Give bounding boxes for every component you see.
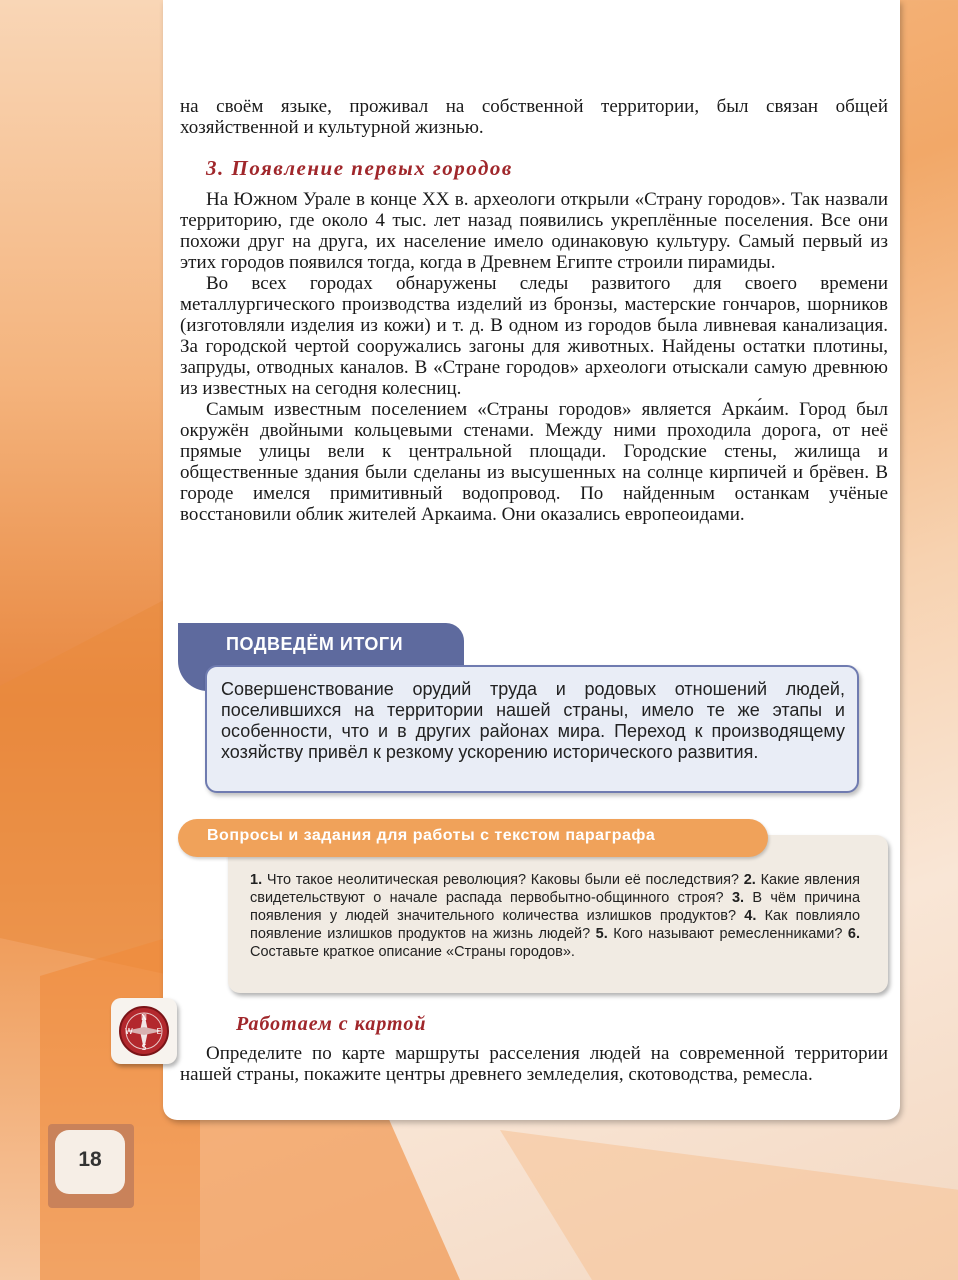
- question-number: 3.: [731, 890, 745, 906]
- intro-text: [180, 96, 888, 138]
- compass-letter: N: [141, 1013, 147, 1022]
- background-shape: [500, 1130, 958, 1280]
- question-number: 5.: [595, 926, 608, 942]
- questions-title: Вопросы и задания для работы с текстом параграфа: [207, 827, 656, 844]
- section-heading: 3. Появление первых городов: [206, 156, 513, 180]
- question-number: 1.: [250, 872, 263, 888]
- questions-list: [250, 871, 860, 961]
- summary-text: Совершенствование орудий труда и родовых отношений людей, поселившихся на территории нашей страны, имело те же этапы и особенности, что и в других районах мира. Переход к производящему хозяйству привёл к резкому ускорению исторического развития.: [221, 679, 845, 762]
- question-text: Какие явления свидетельствуют о начале распада первобытно-общинного строя?: [250, 872, 861, 906]
- question-number: 2.: [743, 872, 756, 888]
- map-task-heading: Работаем с картой: [236, 1013, 427, 1035]
- map-task-paragraph: Определите по карте маршруты расселения людей на современной территории нашей страны, покажите центры древнего земледелия, скотоводства, ремесла.: [180, 1043, 888, 1085]
- section-paragraph: На Южном Урале в конце XX в. археологи открыли «Страну городов». Так назвали территорию, где около 4 тыс. лет назад появились укреплённые поселения. Все они похожи друг на друга, их население имело одинаковую культуру. Самый первый из этих городов появился тогда, когда в Древнем Египте строили пирамиды.: [180, 189, 888, 273]
- compass-letter: W: [125, 1027, 133, 1036]
- question-text: Составьте краткое описание «Страны городов».: [250, 944, 575, 960]
- compass-icon: [111, 998, 177, 1064]
- question-text: В чём причина появления у людей значительного количества излишков продуктов?: [250, 890, 861, 924]
- summary-title: ПОДВЕДЁМ ИТОГИ: [226, 634, 404, 654]
- question-text: Что такое неолитическая революция? Каковы были её последствия?: [266, 872, 739, 888]
- map-task-text: [180, 1043, 888, 1085]
- question-number: 4.: [744, 908, 757, 924]
- compass-letter: E: [156, 1027, 162, 1036]
- compass-letter: S: [141, 1043, 147, 1052]
- section-paragraph: Во всех городах обнаружены следы развитого для своего времени металлургического производства изделий из бронзы, мастерские гончаров, шорников (изготовляли изделия из кожи) и т. д. В одном из городов была ливневая канализация. За городской чертой сооружались загоны для животных. Найдены остатки плотины, запруды, отводных каналов. В «Стране городов» археологи отыскали самую древнюю из известных на сегодня колесниц.: [180, 273, 888, 399]
- question-number: 6.: [847, 926, 861, 942]
- section-paragraph: Самым известным поселением «Страны городов» является Арка́им. Город был окружён двойными кольцевыми стенами. Между ними проходила дорога, от неё прямые улицы вели к центральной площади. Городские стены, жилища и общественные здания были сделаны из высушенных на солнце кирпичей и брёвен. В городе имелся примитивный водопровод. По найденным останкам учёные восстановили облик жителей Аркаима. Они оказались европеоидами.: [180, 399, 888, 525]
- question-text: Как повлияло появление излишков продуктов на жизнь людей?: [250, 908, 861, 942]
- section-body: [180, 189, 888, 525]
- intro-paragraph: на своём языке, проживал на собственной территории, был связан общей хозяйственной и культурной жизнью.: [180, 96, 888, 138]
- page-number: 18: [78, 1148, 102, 1171]
- question-text: Кого называют ремесленниками?: [613, 926, 843, 942]
